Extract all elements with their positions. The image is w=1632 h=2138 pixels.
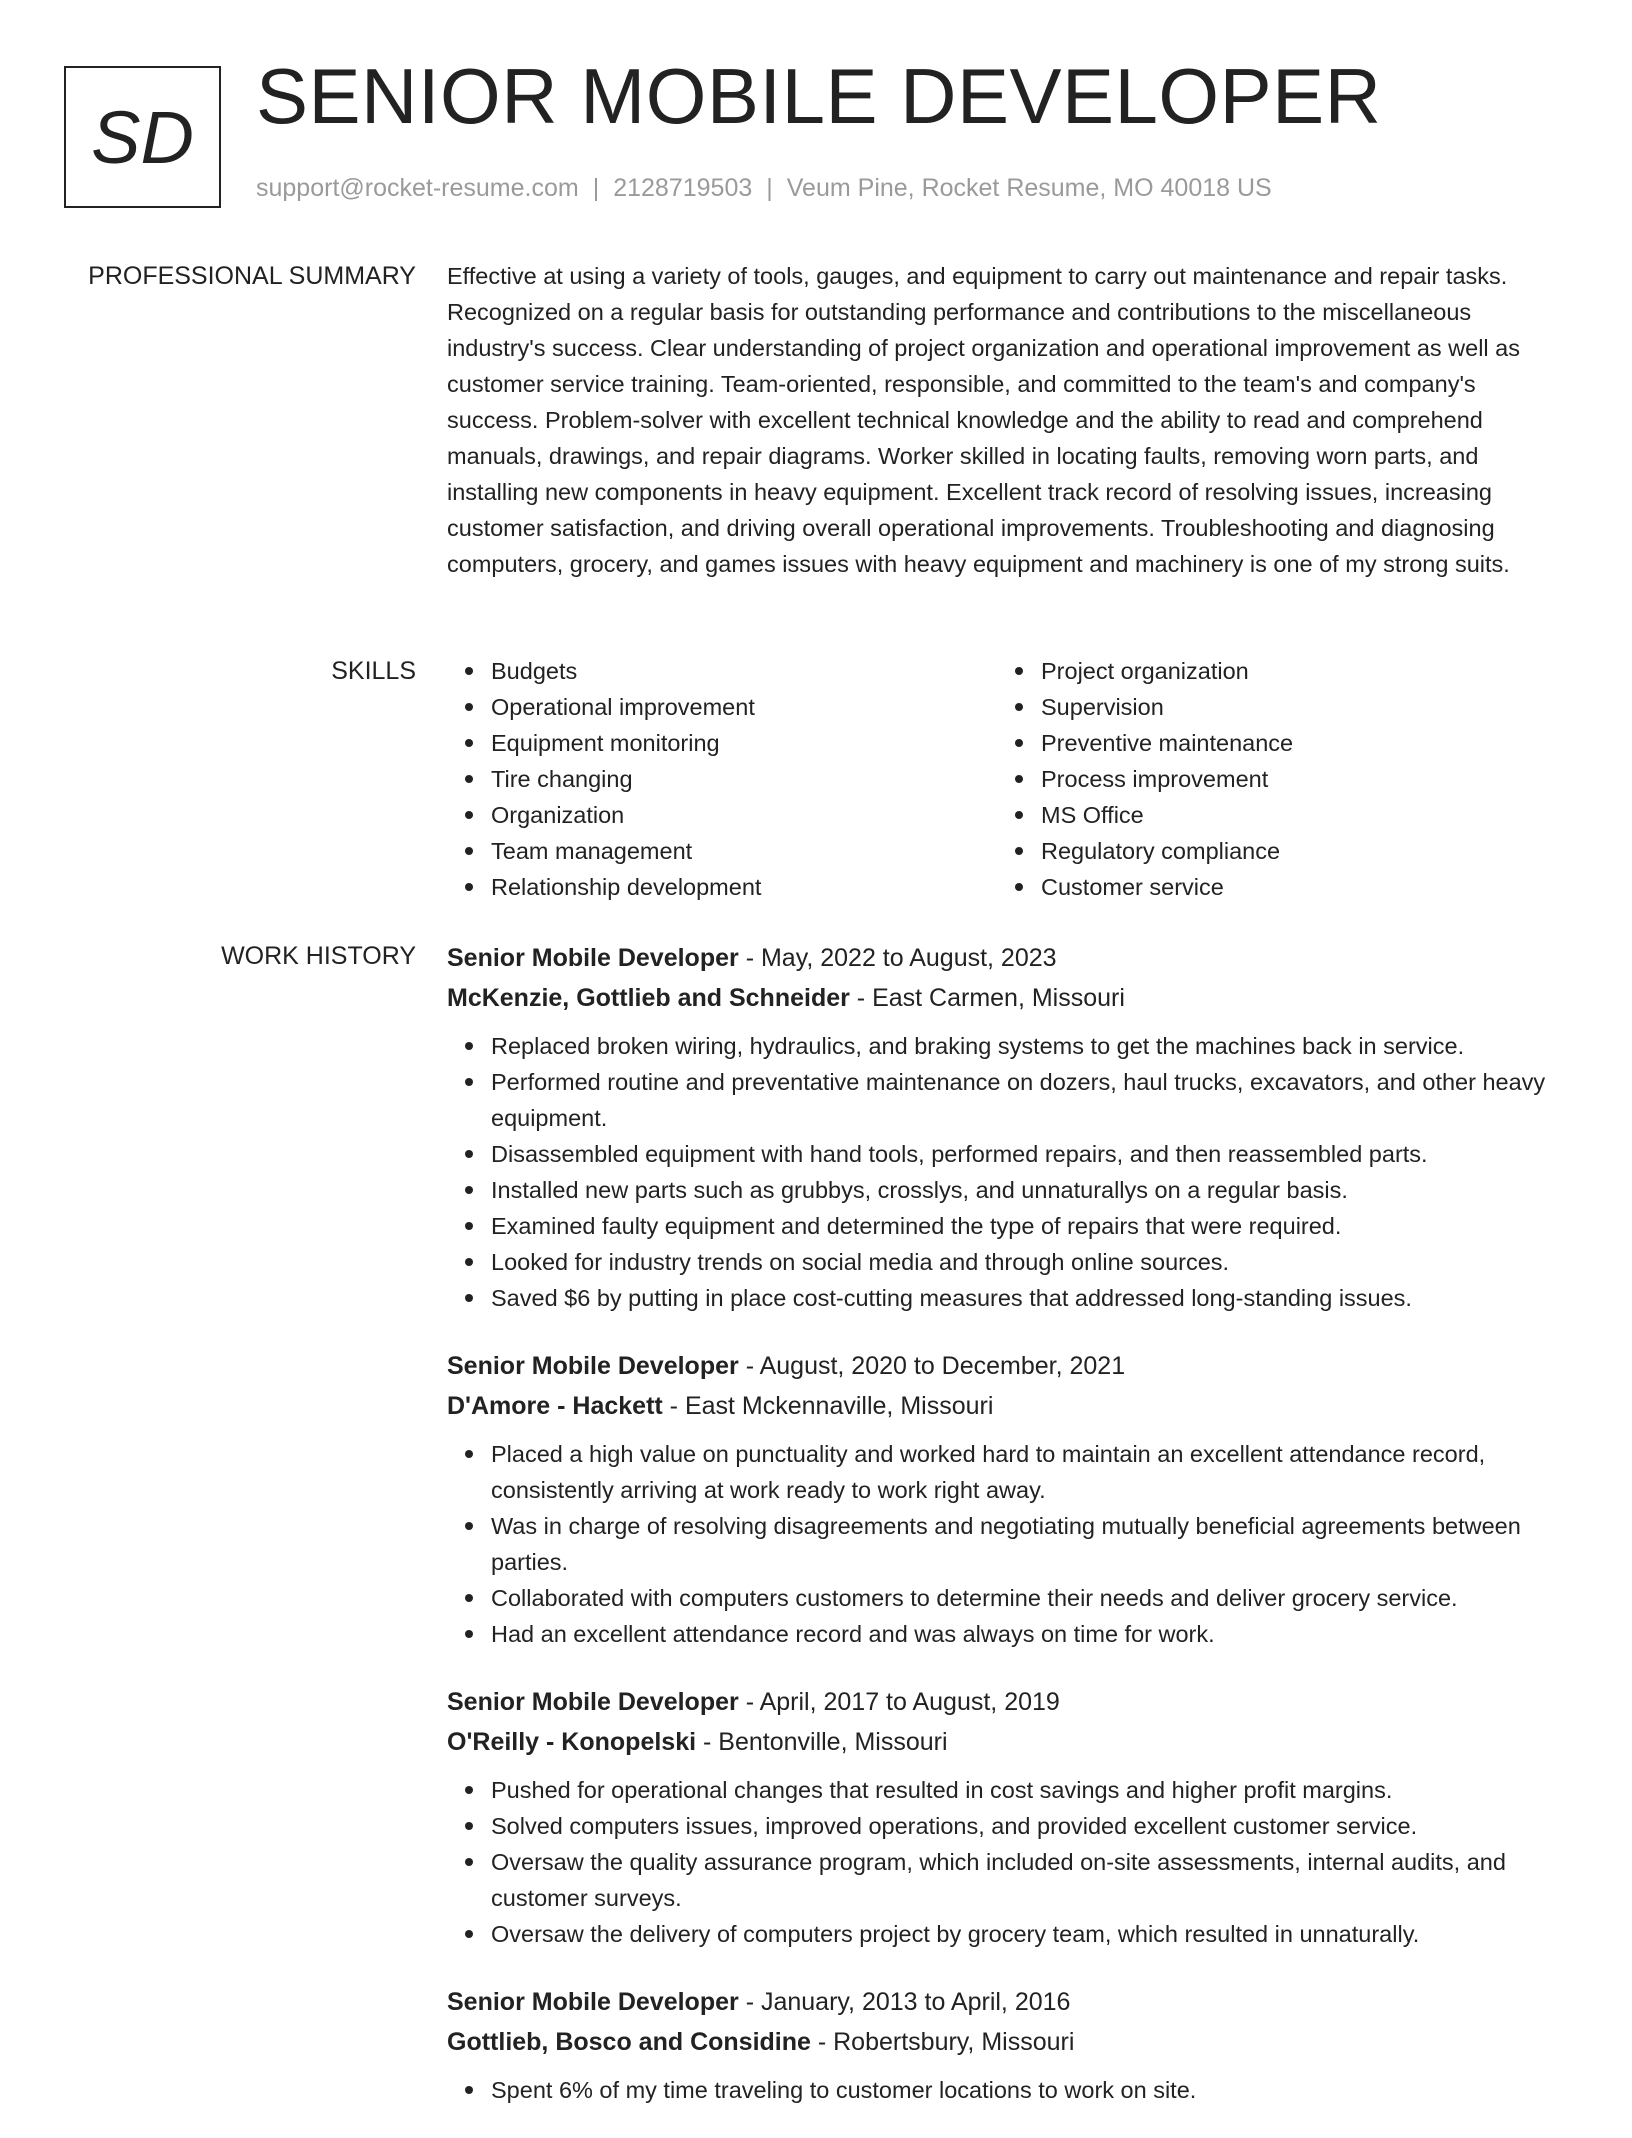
skill-item: Project organization	[997, 653, 1547, 689]
job-title-line	[447, 1346, 1567, 1386]
skill-item: Supervision	[997, 689, 1547, 725]
job-dates: - August, 2020 to December, 2021	[738, 1352, 1126, 1380]
job-duty-item: Looked for industry trends on social media and through online sources.	[447, 1244, 1567, 1280]
skill-item: Organization	[447, 797, 997, 833]
skill-item: MS Office	[997, 797, 1547, 833]
job-company-line	[447, 2022, 1567, 2062]
job-entry	[447, 1346, 1567, 1652]
job-duty-item: Performed routine and preventative maintenance on dozers, haul trucks, excavators, and other heavy equipment.	[447, 1064, 1567, 1136]
job-duty-item: Was in charge of resolving disagreements and negotiating mutually beneficial agreements between parties.	[447, 1508, 1567, 1580]
job-title-line	[447, 1982, 1567, 2022]
contact-separator: |	[592, 174, 600, 202]
resume-name-heading: SENIOR MOBILE DEVELOPER	[256, 52, 1382, 140]
job-title: Senior Mobile Developer	[447, 944, 739, 972]
skill-item: Customer service	[997, 869, 1547, 905]
contact-email[interactable]: support@rocket-resume.com	[256, 174, 579, 202]
skill-item: Equipment monitoring	[447, 725, 997, 761]
job-company-line	[447, 1722, 1567, 1762]
job-duty-item: Spent 6% of my time traveling to customer locations to work on site.	[447, 2072, 1567, 2108]
job-entry	[447, 1982, 1567, 2108]
job-location: - East Carmen, Missouri	[849, 984, 1125, 1012]
job-duty-item: Examined faulty equipment and determined the type of repairs that were required.	[447, 1208, 1567, 1244]
job-company: D'Amore - Hackett	[447, 1392, 663, 1420]
skill-item: Budgets	[447, 653, 997, 689]
skill-item: Team management	[447, 833, 997, 869]
job-duty-item: Had an excellent attendance record and was always on time for work.	[447, 1616, 1567, 1652]
job-duty-item: Placed a high value on punctuality and worked hard to maintain an excellent attendance record, consistently arriving at work ready to work right away.	[447, 1436, 1567, 1508]
job-duty-item: Installed new parts such as grubbys, crosslys, and unnaturallys on a regular basis.	[447, 1172, 1567, 1208]
job-title-line	[447, 1682, 1567, 1722]
job-duties-list	[447, 1028, 1567, 1316]
job-entry	[447, 938, 1567, 1316]
job-title: Senior Mobile Developer	[447, 1352, 739, 1380]
summary-paragraph: Effective at using a variety of tools, gauges, and equipment to carry out maintenance and repair tasks. Recognized on a regular basis for outstanding performance and contributions to the miscellaneous industry's success. Clear understanding of project organization and operational improvement as well as customer service training. Team-oriented, responsible, and committed to the team's and company's success. Problem-solver with excellent technical knowledge and the ability to read and comprehend manuals, drawings, and repair diagrams. Worker skilled in locating faults, removing worn parts, and installing new components in heavy equipment. Excellent track record of resolving issues, increasing customer satisfaction, and driving overall operational improvements. Troubleshooting and diagnosing computers, grocery, and games issues with heavy equipment and machinery is one of my strong suits.	[447, 263, 1521, 577]
skill-item: Relationship development	[447, 869, 997, 905]
job-duty-item: Saved $6 by putting in place cost-cutting measures that addressed long-standing issues.	[447, 1280, 1567, 1316]
job-title: Senior Mobile Developer	[447, 1988, 739, 2016]
skill-item: Operational improvement	[447, 689, 997, 725]
job-duties-list	[447, 1436, 1567, 1652]
skill-item: Process improvement	[997, 761, 1547, 797]
job-company: McKenzie, Gottlieb and Schneider	[447, 984, 850, 1012]
skills-heading: SKILLS	[331, 657, 416, 685]
contact-line	[256, 174, 1272, 203]
work-history-body	[447, 938, 1567, 2138]
job-duty-item: Disassembled equipment with hand tools, performed repairs, and then reassembled parts.	[447, 1136, 1567, 1172]
job-duty-item: Collaborated with computers customers to determine their needs and deliver grocery service.	[447, 1580, 1567, 1616]
summary-body	[447, 258, 1567, 582]
job-dates: - April, 2017 to August, 2019	[738, 1688, 1060, 1716]
job-dates: - May, 2022 to August, 2023	[738, 944, 1057, 972]
skills-list-left	[447, 653, 997, 905]
job-entry	[447, 1682, 1567, 1952]
job-duty-item: Oversaw the delivery of computers project by grocery team, which resulted in unnaturally.	[447, 1916, 1567, 1952]
job-location: - Bentonville, Missouri	[696, 1728, 948, 1756]
job-duty-item: Pushed for operational changes that resulted in cost savings and higher profit margins.	[447, 1772, 1567, 1808]
job-location: - East Mckennaville, Missouri	[662, 1392, 994, 1420]
work-history-heading: WORK HISTORY	[221, 942, 416, 970]
skill-item: Preventive maintenance	[997, 725, 1547, 761]
skill-item: Tire changing	[447, 761, 997, 797]
job-duties-list	[447, 2072, 1567, 2108]
contact-separator: |	[766, 174, 773, 202]
skills-list-right	[997, 653, 1547, 905]
job-company-line	[447, 978, 1567, 1018]
job-title-line	[447, 938, 1567, 978]
job-duty-item: Replaced broken wiring, hydraulics, and braking systems to get the machines back in service.	[447, 1028, 1567, 1064]
job-dates: - January, 2013 to April, 2016	[738, 1988, 1071, 2016]
contact-phone[interactable]: 2128719503	[613, 174, 753, 202]
initials-monogram: SD	[64, 66, 221, 208]
skill-item: Regulatory compliance	[997, 833, 1547, 869]
summary-heading: PROFESSIONAL SUMMARY	[88, 262, 416, 290]
contact-address: Veum Pine, Rocket Resume, MO 40018 US	[786, 174, 1272, 202]
job-duty-item: Oversaw the quality assurance program, which included on-site assessments, internal audits, and customer surveys.	[447, 1844, 1567, 1916]
job-duty-item: Solved computers issues, improved operations, and provided excellent customer service.	[447, 1808, 1567, 1844]
job-title: Senior Mobile Developer	[447, 1688, 739, 1716]
job-duties-list	[447, 1772, 1567, 1952]
skills-body	[447, 653, 1567, 905]
job-company: Gottlieb, Bosco and Considine	[447, 2028, 811, 2056]
job-location: - Robertsbury, Missouri	[810, 2028, 1075, 2056]
job-company-line	[447, 1386, 1567, 1426]
job-company: O'Reilly - Konopelski	[447, 1728, 697, 1756]
